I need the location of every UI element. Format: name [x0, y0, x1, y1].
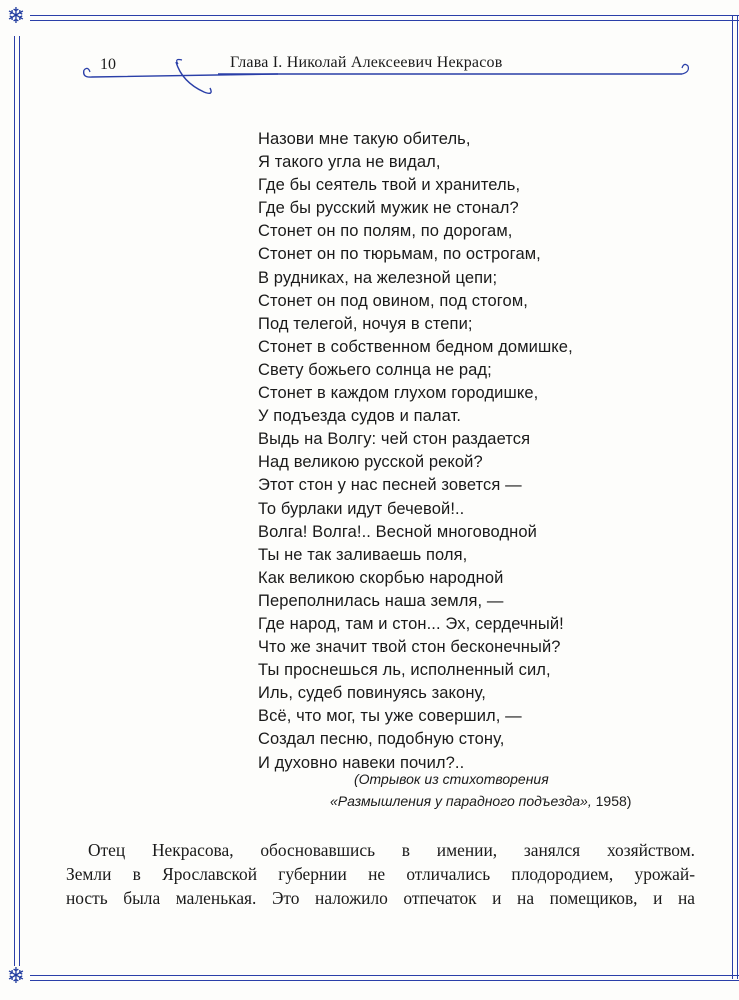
poem-line: Иль, судеб повинуясь закону,: [258, 684, 486, 703]
poem-line: Стонет в собственном бедном домишке,: [258, 337, 573, 356]
paragraph-line: ность была маленькая. Это наложило отпечаток и на помещиков, и на: [66, 888, 695, 908]
poem-line: Я такого угла не видал,: [258, 153, 441, 172]
poem-line: Создал песню, подобную стону,: [258, 730, 505, 749]
poem-line: Стонет он по полям, по дорогам,: [258, 222, 513, 241]
poem-line: Волга! Волга!.. Весной многоводной: [258, 522, 537, 541]
poem-line: Над великою русской рекой?: [258, 453, 483, 472]
poem-line: Стонет он под овином, под стогом,: [258, 291, 528, 310]
poem-line: Где бы сеятель твой и хранитель,: [258, 176, 521, 195]
page-border-top: [30, 15, 739, 21]
poem-line: Выдь на Волгу: чей стон раздается: [258, 430, 531, 449]
poem-source-citation: [330, 768, 690, 812]
paragraph-line: Отец Некрасова, обосновавшись в имении, занялся хозяйством.: [88, 840, 695, 860]
paragraph-line: Земли в Ярославской губернии не отличались плодородием, урожай-: [66, 864, 695, 884]
poem-line: Всё, что мог, ты уже совершил, —: [258, 707, 522, 726]
poem-line: Стонет в каждом глухом городишке,: [258, 384, 539, 403]
chapter-title: Глава I. Николай Алексеевич Некрасов: [230, 54, 503, 71]
poem-line: Ты проснешься ль, исполненный сил,: [258, 661, 551, 680]
poem-excerpt: [258, 128, 658, 775]
source-line: [330, 790, 690, 812]
page-border-bottom: [30, 975, 739, 981]
snowflake-icon: ❄: [6, 964, 26, 989]
poem-line: Как великою скорбью народной: [258, 568, 504, 587]
poem-line: И духовно навеки почил?..: [258, 753, 465, 772]
poem-line: Под телегой, ночуя в степи;: [258, 314, 473, 333]
poem-line: У подъезда судов и палат.: [258, 407, 462, 426]
poem-line: Этот стон у нас песней зовется —: [258, 476, 522, 495]
page-border-left: [14, 36, 20, 966]
poem-line: Что же значит твой стон бесконечный?: [258, 638, 561, 657]
poem-line: Переполнилась наша земля, —: [258, 591, 504, 610]
snowflake-icon: ❄: [6, 4, 26, 29]
source-year: 1958): [591, 793, 632, 809]
page-header: [78, 48, 698, 98]
page-border-right: [732, 15, 738, 979]
poem-line: В рудниках, на железной цепи;: [258, 268, 498, 287]
poem-line: Где народ, там и стон... Эх, сердечный!: [258, 614, 564, 633]
page-number: 10: [100, 56, 116, 73]
poem-line: То бурлаки идут бечевой!..: [258, 499, 465, 518]
poem-line: Где бы русский мужик не стонал?: [258, 199, 519, 218]
poem-line: Стонет он по тюрьмам, по острогам,: [258, 245, 541, 264]
poem-line: Назови мне такую обитель,: [258, 130, 471, 148]
source-title: «Размышления у парадного подъезда»,: [330, 793, 592, 809]
poem-line: Ты не так заливаешь поля,: [258, 545, 468, 564]
body-paragraph: [66, 838, 695, 910]
poem-line: Свету божьего солнца не рад;: [258, 360, 492, 379]
source-line: (Отрывок из стихотворения: [354, 771, 549, 787]
